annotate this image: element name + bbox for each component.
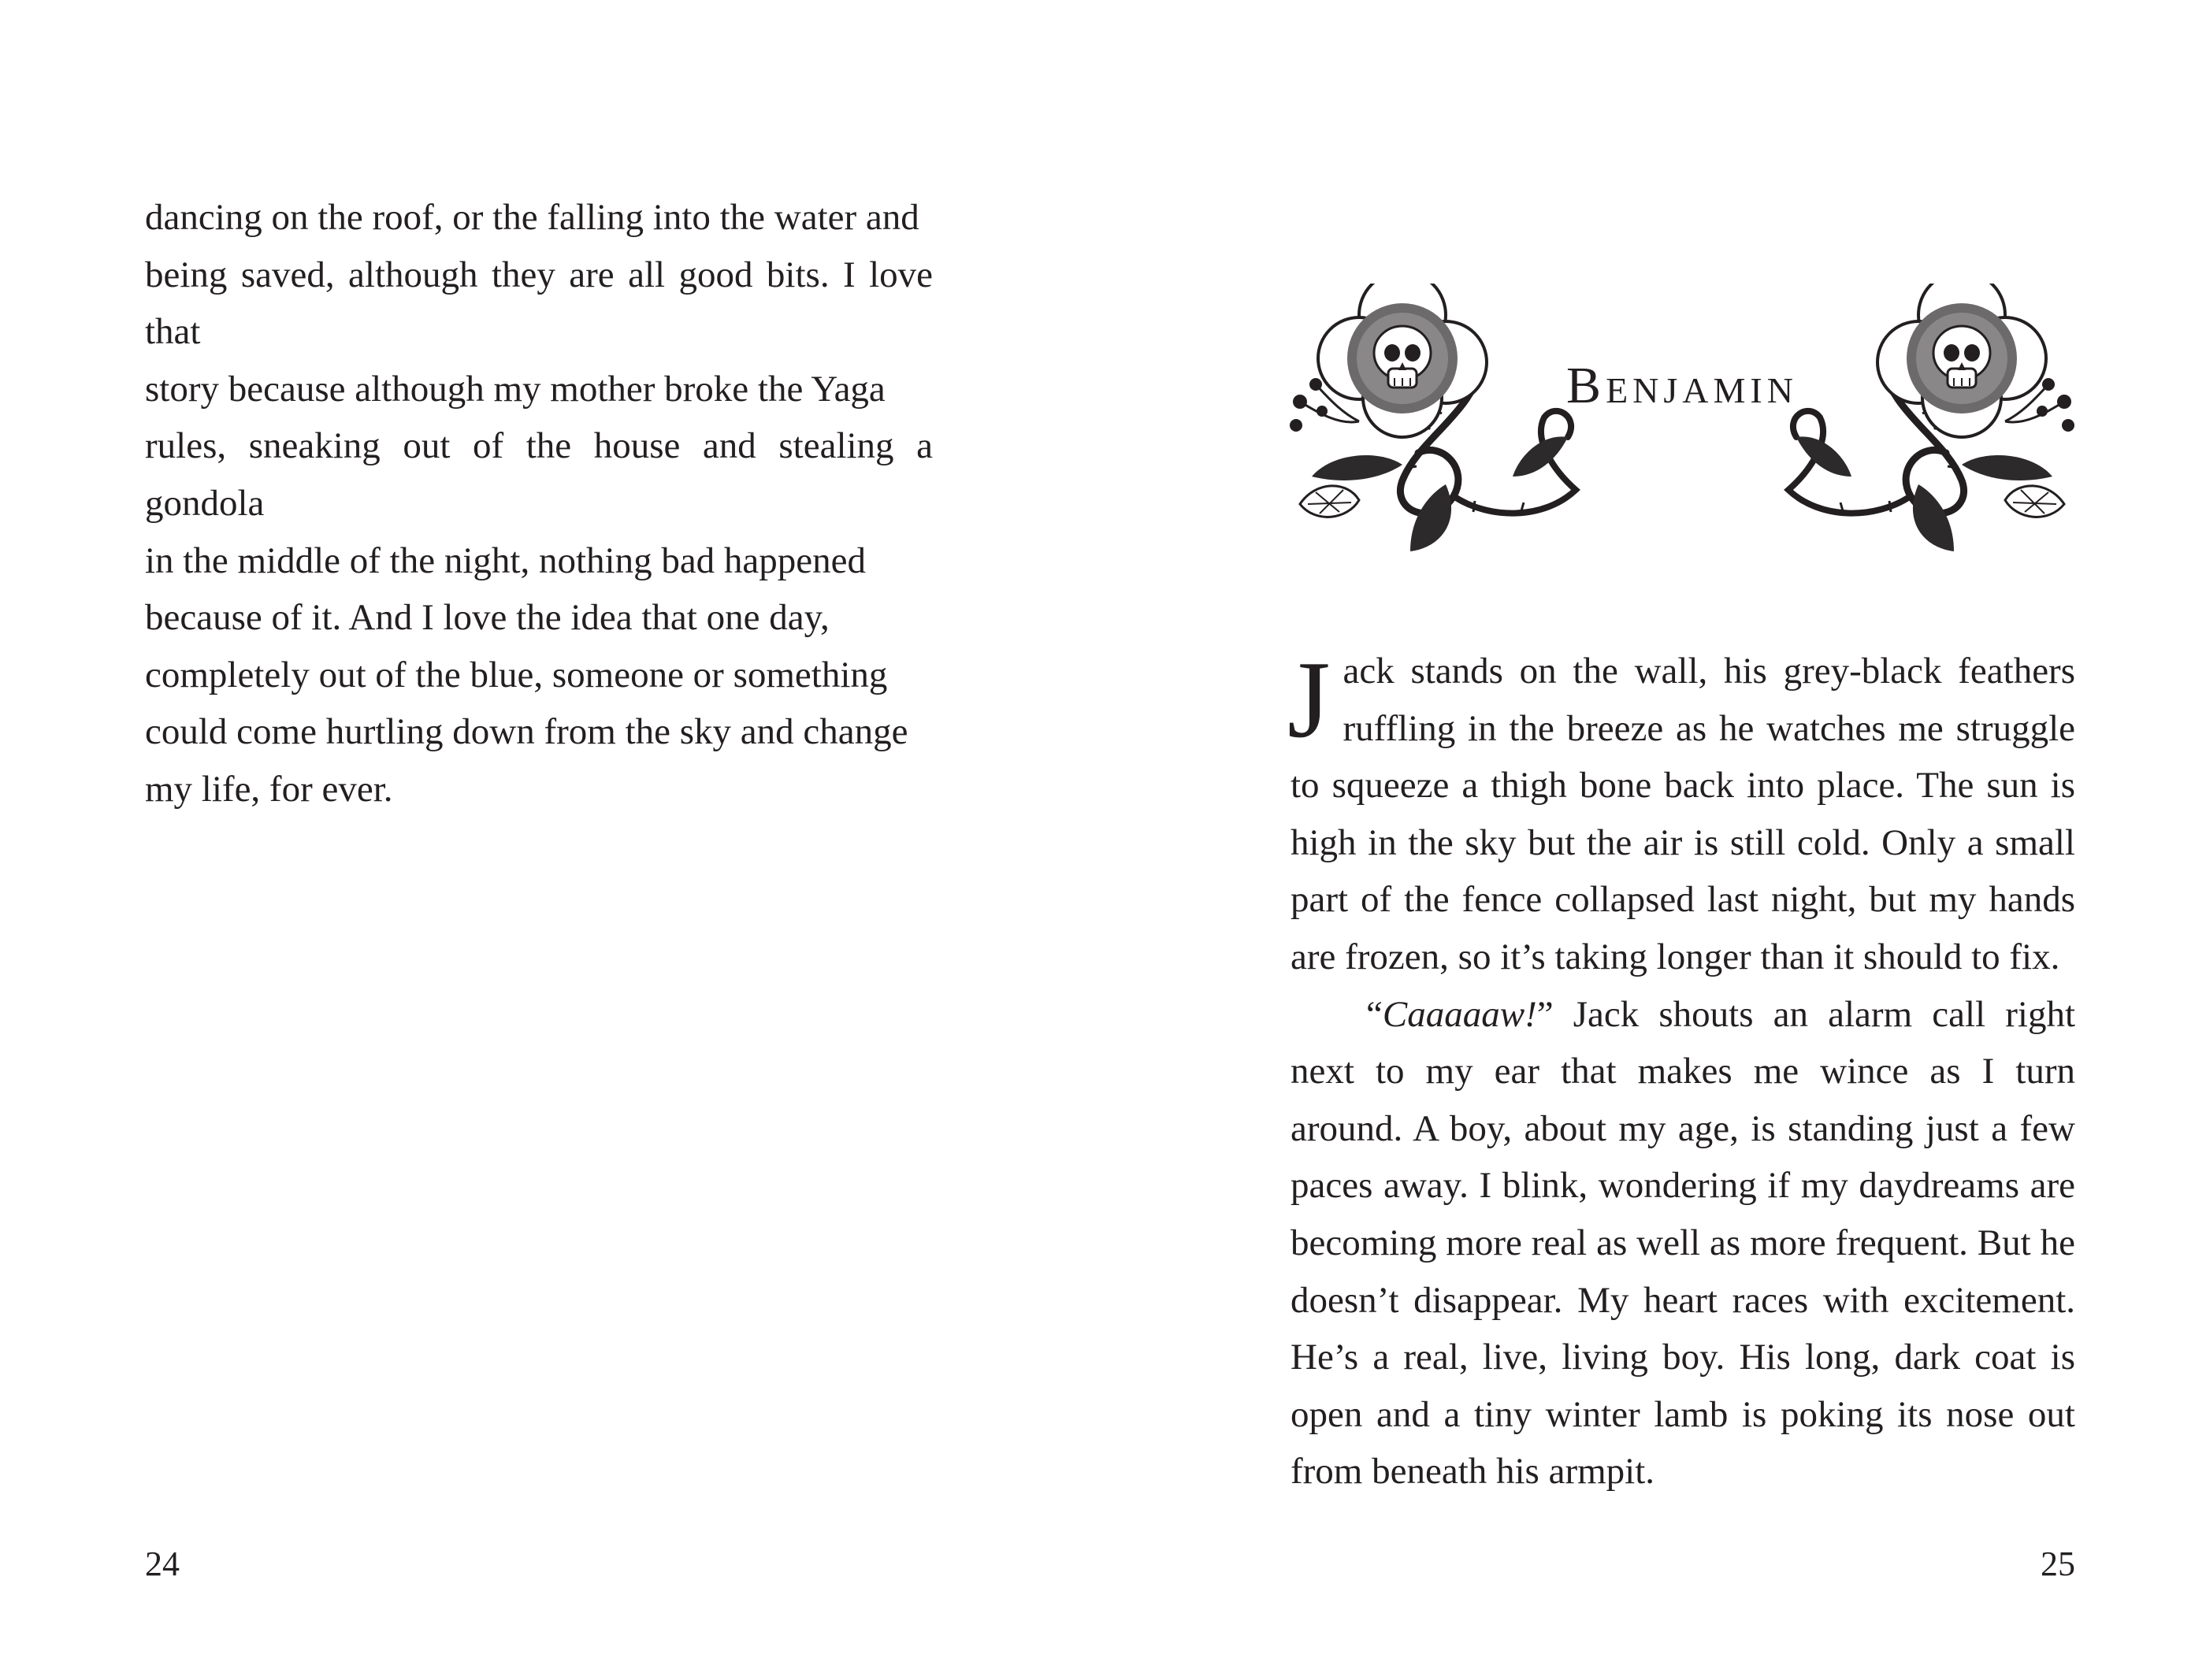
chapter-heading [1284,284,2080,551]
left-page-text [145,189,933,818]
chapter-title: Benjamin [1566,357,1798,414]
drop-cap: J [1287,639,1331,761]
text-line: dancing on the roof, or the falling into the water and [145,197,919,238]
page-number-left: 24 [145,1545,180,1583]
skull-flower-ornament-icon [1781,284,2080,551]
open-quote: “ [1366,993,1383,1035]
text-line: could come hurtling down from the sky and change [145,711,908,753]
right-page-text [1287,639,2075,1500]
page-number-right: 25 [2041,1545,2075,1583]
text-line: rules, sneaking out of the house and stealing a gondola [145,425,933,524]
paragraph-2-text: ” Jack shouts an alarm call right next to my ear that makes me wince as I turn around. A boy, about my age, is standing just a few paces away. I blink, wondering if my daydreams are becoming more real as well as more frequent. But he doesn’t disappear. My heart races with excitement. He’s a real, live, living boy. His long, dark coat is open and a tiny winter lamb is poking its nose out from beneath his armpit. [1291,993,2075,1493]
paragraph-1-text: ack stands on the wall, his grey-black feathers ruffling in the breeze as he watches me struggle to squeeze a thigh bone back into place. The sun is high in the sky but the air is still cold. Only a small part of the fence collapsed last night, but my hands are frozen, so it’s taking longer than it should to fix. [1291,651,2075,977]
text-line: story because although my mother broke the Yaga [145,368,886,410]
text-line: my life, for ever. [145,768,393,810]
text-line: being saved, although they are all good bits. I love that [145,254,933,353]
text-line: because of it. And I love the idea that one day, [145,597,830,639]
text-line: completely out of the blue, someone or something [145,654,888,695]
text-line: in the middle of the night, nothing bad happened [145,540,867,581]
skull-flower-ornament-icon [1284,284,1584,551]
paragraph-1 [1287,639,2075,986]
italic-call: Caaaaaw! [1382,993,1537,1035]
paragraph-2 [1291,986,2075,1500]
